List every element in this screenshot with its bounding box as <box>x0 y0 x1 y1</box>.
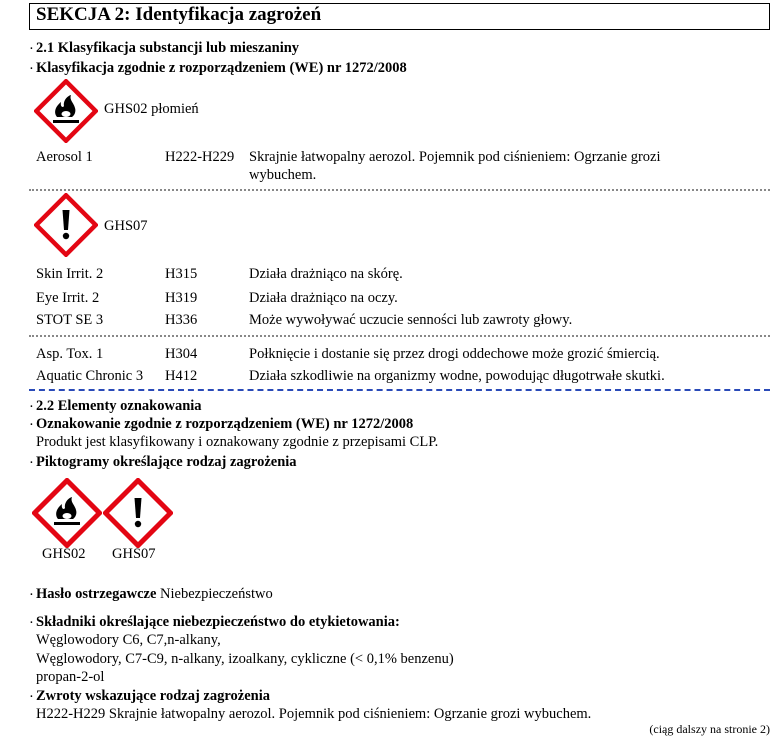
h-text: Działa drażniąco na skórę. <box>249 266 403 282</box>
bullet: · <box>29 41 34 57</box>
h-code: H222-H229 <box>165 149 235 165</box>
bullet: · <box>29 399 34 415</box>
dotted-divider <box>29 189 770 191</box>
h-text-cont: wybuchem. <box>249 167 317 183</box>
s21-heading: 2.1 Klasyfikacja substancji lub mieszaniny <box>36 40 300 56</box>
class-name: Aerosol 1 <box>36 149 93 165</box>
exclamation-icon <box>34 193 98 257</box>
hazard-text: H222-H229 Skrajnie łatwopalny aerozol. Pojemnik pod ciśnieniem: Ogrzanie grozi wybuchem. <box>36 706 592 722</box>
h-code: H319 <box>165 290 198 306</box>
class-name: Skin Irrit. 2 <box>36 266 104 282</box>
s22-subheading: Oznakowanie zgodnie z rozporządzeniem (WE) nr 1272/2008 <box>36 416 414 432</box>
signal-word-label: Hasło ostrzegawcze <box>36 586 157 602</box>
h-text: Skrajnie łatwopalny aerozol. Pojemnik pod ciśnieniem: Ogrzanie grozi <box>249 149 661 165</box>
s21-subheading: Klasyfikacja zgodnie z rozporządzeniem (WE) nr 1272/2008 <box>36 60 407 76</box>
class-name: Aquatic Chronic 3 <box>36 368 144 384</box>
continued-note: (ciąg dalszy na stronie 2) <box>649 722 770 736</box>
hazard-heading: Zwroty wskazujące rodzaj zagrożenia <box>36 688 270 704</box>
component-item: Węglowodory, C7-C9, n-alkany, izoalkany, cykliczne (< 0,1% benzenu) <box>36 651 454 667</box>
class-name: STOT SE 3 <box>36 312 104 328</box>
h-code: H304 <box>165 346 198 362</box>
signal-word-value: Niebezpieczeństwo <box>160 586 273 602</box>
class-name: Asp. Tox. 1 <box>36 346 104 362</box>
pictogram-label: GHS07 <box>112 546 156 562</box>
ghs02-label: GHS02 płomień <box>104 101 199 117</box>
pictogram-label: GHS02 <box>42 546 86 562</box>
section-title: SEKCJA 2: Identyfikacja zagrożeń <box>36 4 322 25</box>
flame-icon <box>32 478 102 548</box>
h-text: Działa szkodliwie na organizmy wodne, powodując długotrwałe skutki. <box>249 368 665 384</box>
class-name: Eye Irrit. 2 <box>36 290 100 306</box>
signal-word-line <box>36 586 273 603</box>
s22-subtext: Produkt jest klasyfikowany i oznakowany zgodnie z przepisami CLP. <box>36 434 439 450</box>
bullet: · <box>29 587 34 603</box>
h-text: Może wywoływać uczucie senności lub zawroty głowy. <box>249 312 573 328</box>
dashed-divider <box>29 389 770 391</box>
s22-heading: 2.2 Elementy oznakowania <box>36 398 202 414</box>
bullet: · <box>29 615 34 631</box>
exclamation-icon <box>103 478 173 548</box>
component-item: propan-2-ol <box>36 669 105 685</box>
bullet: · <box>29 689 34 705</box>
bullet: · <box>29 61 34 77</box>
h-code: H412 <box>165 368 198 384</box>
pictograms-heading: Piktogramy określające rodzaj zagrożenia <box>36 454 297 470</box>
components-heading: Składniki określające niebezpieczeństwo do etykietowania: <box>36 614 400 630</box>
component-item: Węglowodory C6, C7,n-alkany, <box>36 632 221 648</box>
h-code: H315 <box>165 266 198 282</box>
h-text: Działa drażniąco na oczy. <box>249 290 398 306</box>
bullet: · <box>29 417 34 433</box>
flame-icon <box>34 79 98 143</box>
h-text: Połknięcie i dostanie się przez drogi oddechowe może grozić śmiercią. <box>249 346 660 362</box>
dotted-divider <box>29 335 770 337</box>
h-code: H336 <box>165 312 198 328</box>
ghs07-label: GHS07 <box>104 218 148 234</box>
bullet: · <box>29 455 34 471</box>
